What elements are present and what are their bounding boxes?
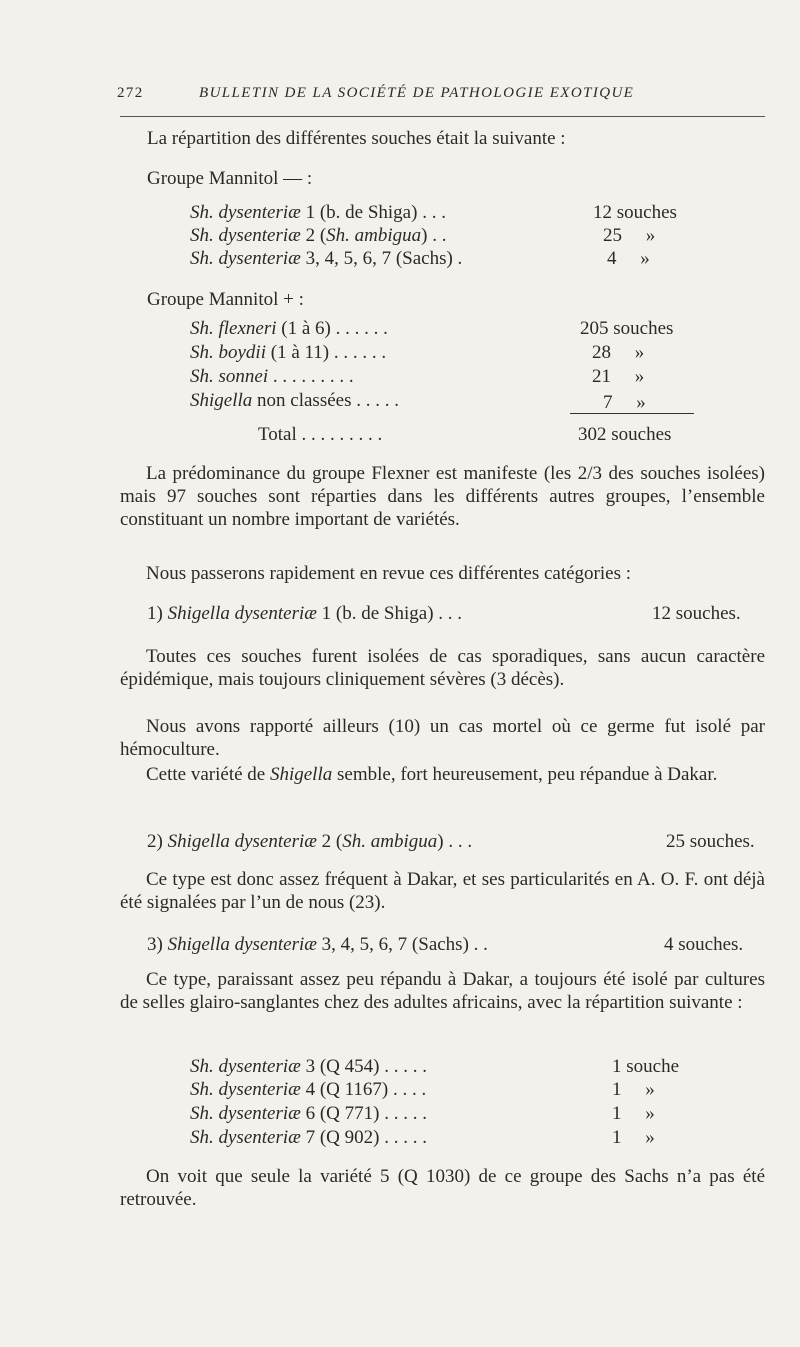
row-count: 25 » — [603, 225, 656, 246]
section-count: 4 souches. — [664, 934, 744, 955]
total-rule — [570, 413, 694, 414]
section-heading: 3) Shigella dysenteriæ 3, 4, 5, 6, 7 (Sachs) . . — [147, 934, 488, 955]
paragraph: On voit que seule la variété 5 (Q 1030) de ce groupe des Sachs n’a pas été retrouvée. — [120, 1166, 765, 1210]
table-row: Sh. dysenteriæ 1 (b. de Shiga) . . . — [190, 202, 446, 223]
table-row: Sh. dysenteriæ 3 (Q 454) . . . . . — [190, 1056, 427, 1077]
total-count: 302 souches — [578, 424, 672, 445]
row-count: 205 souches — [580, 318, 674, 339]
table-row: Sh. boydii (1 à 11) . . . . . . — [190, 342, 387, 363]
paragraph: Nous passerons rapidement en revue ces différentes catégories : — [146, 563, 632, 584]
row-count: 28 » — [592, 342, 645, 363]
table-row: Sh. dysenteriæ 2 (Sh. ambigua) . . — [190, 225, 447, 246]
paragraph: Nous avons rapporté ailleurs (10) un cas mortel où ce germe fut isolé par hémoculture. — [120, 716, 765, 760]
paragraph: Ce type, paraissant assez peu répandu à Dakar, a toujours été isolé par cultures de selles glairo-sanglantes chez des adultes africains, avec la répartition suivante : — [120, 969, 765, 1013]
row-count: 1 » — [612, 1103, 655, 1124]
table-row: Sh. dysenteriæ 3, 4, 5, 6, 7 (Sachs) . — [190, 248, 463, 269]
row-count: 21 » — [592, 366, 645, 387]
row-count: 1 » — [612, 1079, 655, 1100]
section-count: 12 souches. — [652, 603, 741, 624]
group-minus-title: Groupe Mannitol — : — [147, 168, 313, 189]
total-label: Total . . . . . . . . . — [258, 424, 383, 445]
paragraph: La prédominance du groupe Flexner est manifeste (les 2/3 des souches isolées) mais 97 souches sont réparties dans les différents autres groupes, l’ensemble constituant un nombre important de variétés. — [120, 463, 765, 530]
group-plus-title: Groupe Mannitol + : — [147, 289, 304, 310]
table-row: Shigella non classées . . . . . — [190, 390, 399, 411]
table-row: Sh. dysenteriæ 4 (Q 1167) . . . . — [190, 1079, 427, 1100]
table-row: Sh. dysenteriæ 6 (Q 771) . . . . . — [190, 1103, 427, 1124]
row-count: 1 souche — [612, 1056, 680, 1077]
paragraph: Cette variété de Shigella semble, fort heureusement, peu répandue à Dakar. — [146, 764, 718, 785]
row-count: 7 » — [603, 392, 646, 413]
paragraph: Toutes ces souches furent isolées de cas sporadiques, sans aucun caractère épidémique, mais toujours cliniquement sévères (3 décès). — [120, 646, 765, 690]
row-count: 1 » — [612, 1127, 655, 1148]
table-row: Sh. sonnei . . . . . . . . . — [190, 366, 354, 387]
row-count: 12 souches — [593, 202, 677, 223]
section-heading: 2) Shigella dysenteriæ 2 (Sh. ambigua) . . . — [147, 831, 473, 852]
table-row: Sh. dysenteriæ 7 (Q 902) . . . . . — [190, 1127, 427, 1148]
section-count: 25 souches. — [666, 831, 755, 852]
section-heading: 1) Shigella dysenteriæ 1 (b. de Shiga) . . . — [147, 603, 463, 624]
paragraph: Ce type est donc assez fréquent à Dakar, et ses particularités en A. O. F. ont déjà été signalées par l’un de nous (23). — [120, 869, 765, 913]
intro-line: La répartition des différentes souches était la suivante : — [147, 128, 566, 149]
table-row: Sh. flexneri (1 à 6) . . . . . . — [190, 318, 388, 339]
header-rule — [120, 116, 765, 117]
page-number: 272 — [117, 85, 144, 101]
row-count: 4 » — [607, 248, 650, 269]
running-title: BULLETIN DE LA SOCIÉTÉ DE PATHOLOGIE EXOTIQUE — [199, 85, 635, 101]
